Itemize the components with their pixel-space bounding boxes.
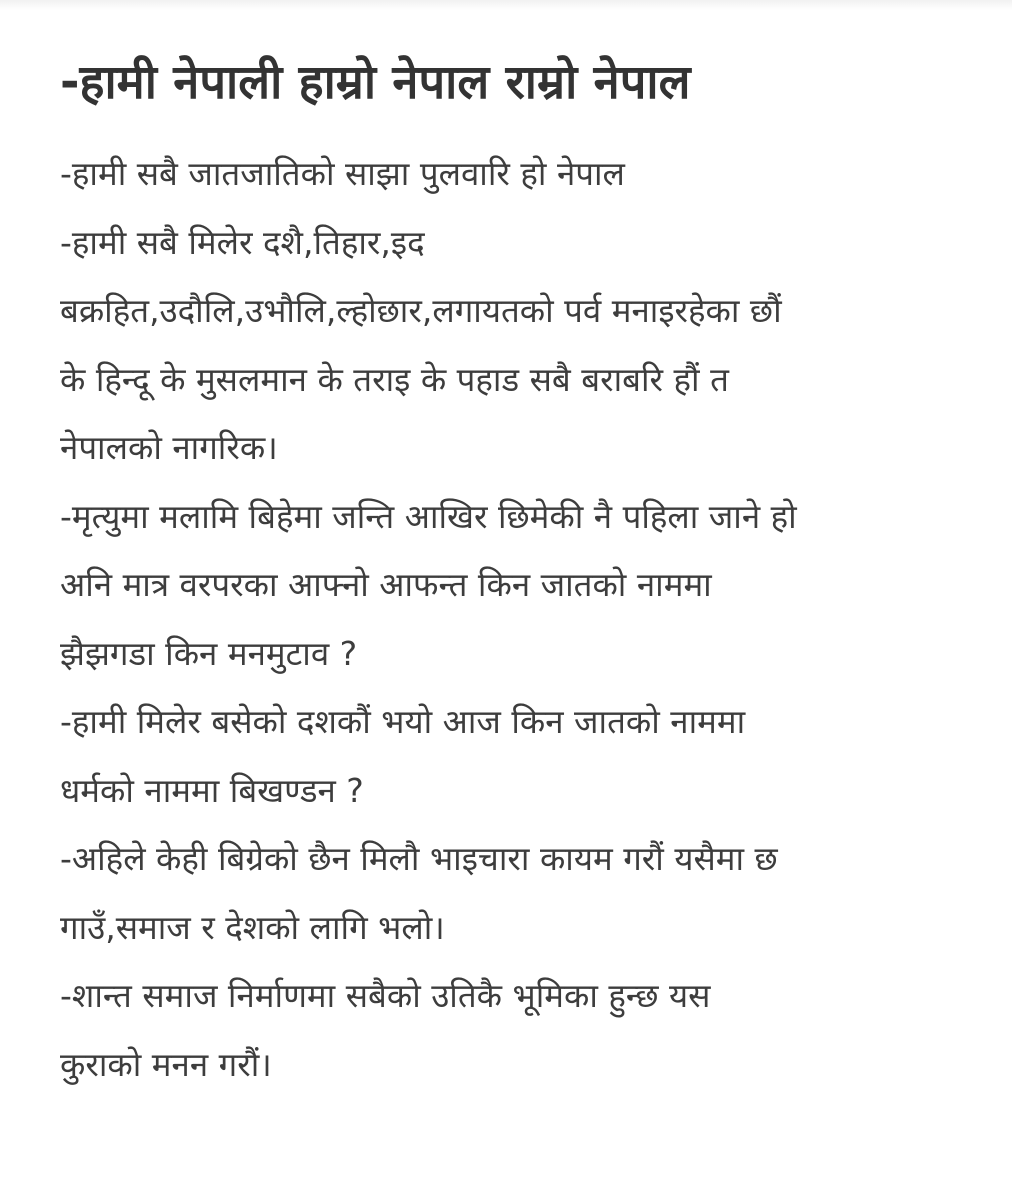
body-line: कुराको मनन गरौं। [60,1044,272,1084]
body-line: नेपालको नागरिक। [60,428,278,467]
body-line: -हामी सबै मिलेर दशै,तिहार,इद [60,222,425,262]
top-shadow-divider [0,0,1012,10]
body-line: -अहिले केही बिग्रेको छैन मिलौ भाइचारा कायम गरौं यसैमा छ [60,839,778,878]
body-line: -शान्त समाज निर्माणमा सबैको उतिकै भूमिका हुन्छ यस [60,976,711,1015]
body-line: -मृत्युमा मलामि बिहेमा जन्ति आखिर छिमेकी नै पहिला जाने हो [60,496,797,536]
body-line: गाउँ,समाज र देशको लागि भलो। [60,907,445,947]
body-line: धर्मको नाममा बिखण्डन ? [60,770,364,810]
body-line: -हामी सबै जातजातिको साझा पुलवारि हो नेपाल [60,154,625,193]
body-line: -हामी मिलेर बसेको दशकौं भयो आज किन जातको नाममा [60,702,746,741]
article-body [60,140,980,1099]
body-line: बक्रहित,उदौलि,उभौलि,ल्होछार,लगायतको पर्व मनाइरहेका छौं [60,291,782,330]
body-line: अनि मात्र वरपरका आफ्नो आफन्त किन जातको नाममा [60,565,712,604]
body-line: के हिन्दू के मुसलमान के तराइ के पहाड सबै बराबरि हौं त [60,359,729,399]
body-line: झैझगडा किन मनमुटाव ? [60,633,358,673]
article-title: -हामी नेपाली हाम्रो नेपाल राम्रो नेपाल [60,55,691,110]
article [60,40,980,1099]
